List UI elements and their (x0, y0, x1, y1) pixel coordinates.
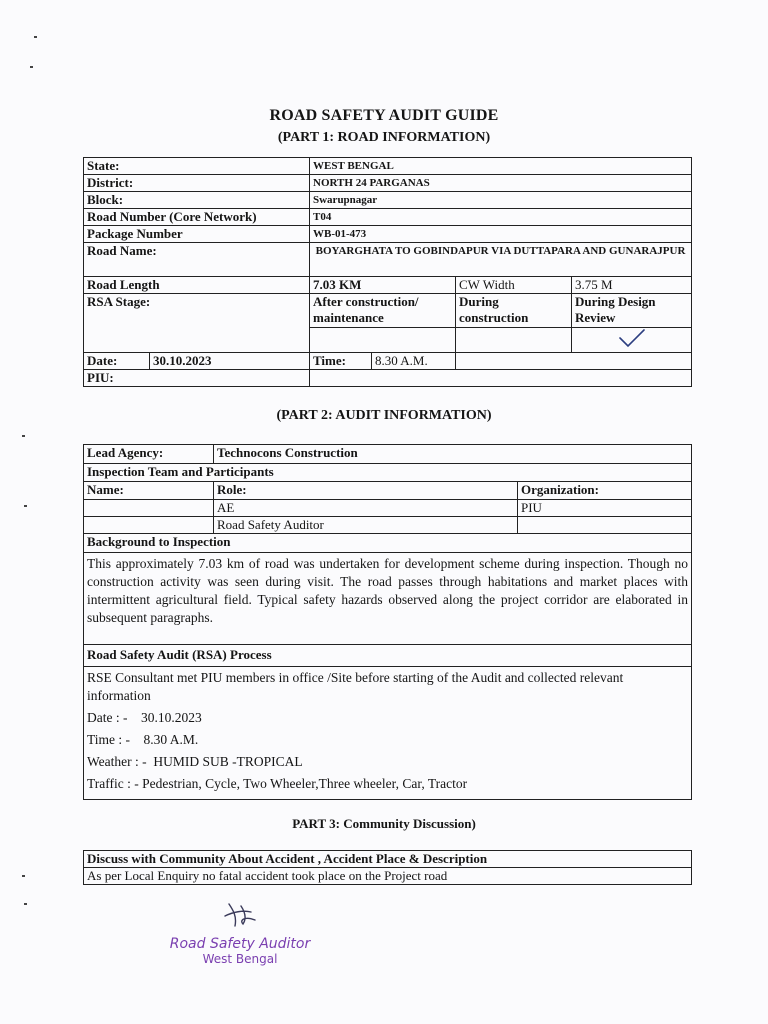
rsa-stage-design-review-check (572, 328, 692, 353)
rsa-stage-after-construction: After construction/ maintenance (310, 294, 456, 328)
rsa-process-text: RSE Consultant met PIU members in office /Site before starting of the Audit and collected relevant information (87, 670, 624, 703)
package-number-label: Package Number (84, 226, 310, 243)
date-label: Date: (84, 353, 150, 370)
rsa-process-date: Date : - 30.10.2023 (87, 710, 202, 725)
time-value: 8.30 A.M. (375, 353, 428, 368)
rsa-process-traffic: Traffic : - Pedestrian, Cycle, Two Wheeler,Three wheeler, Car, Tractor (87, 776, 468, 791)
block-label: Block: (84, 192, 310, 209)
road-length-value: 7.03 KM (310, 277, 456, 294)
scan-mark (24, 903, 27, 905)
participant-role: AE (214, 500, 518, 517)
cw-width-value: 3.75 M (572, 277, 692, 294)
participant-name (84, 500, 214, 517)
stamp-line-1: Road Safety Auditor (169, 936, 311, 952)
scan-mark (22, 435, 25, 437)
rsa-stage-label: RSA Stage: (84, 294, 310, 353)
time-extra-cell (456, 353, 692, 370)
rsa-process-content (84, 667, 692, 800)
background-text: This approximately 7.03 km of road was undertaken for development scheme during inspection. Though no construction activity was seen during visit. The road passes through habitations and market places with intermittent agricultural field. Typical safety hazards observed along the project corridor are elaborated in subsequent paragraphs. (84, 553, 692, 645)
participant-name (84, 517, 214, 534)
signature-icon (215, 900, 265, 930)
part3-title: PART 3: Community Discussion) (292, 816, 476, 831)
audit-information-table (83, 444, 692, 800)
time-cell (310, 353, 456, 370)
document-title: ROAD SAFETY AUDIT GUIDE (269, 107, 499, 124)
road-number-value: T04 (310, 209, 692, 226)
participant-organization (518, 517, 692, 534)
rsa-process-weather: Weather : - HUMID SUB -TROPICAL (87, 754, 303, 769)
package-number-value: WB-01-473 (310, 226, 692, 243)
road-name-value: BOYARGHATA TO GOBINDAPUR VIA DUTTAPARA AND GUNARAJPUR (310, 243, 692, 277)
state-value: WEST BENGAL (310, 158, 692, 175)
scan-mark (22, 875, 25, 877)
organization-column-header: Organization: (518, 482, 692, 500)
time-label: Time: (310, 353, 372, 369)
community-discussion-text: As per Local Enquiry no fatal accident took place on the Project road (84, 868, 692, 885)
scan-mark (34, 36, 37, 38)
table-row (84, 500, 692, 517)
name-column-header: Name: (84, 482, 214, 500)
lead-agency-label: Lead Agency: (84, 445, 214, 464)
role-column-header: Role: (214, 482, 518, 500)
participant-organization: PIU (518, 500, 692, 517)
rsa-process-time: Time : - 8.30 A.M. (87, 732, 199, 747)
auditor-stamp (160, 900, 320, 966)
community-discussion-table (83, 850, 692, 885)
participant-role: Road Safety Auditor (214, 517, 518, 534)
rsa-stage-during-construction-check (456, 328, 572, 353)
community-discussion-header: Discuss with Community About Accident , Accident Place & Description (84, 851, 692, 868)
part2-title: (PART 2: AUDIT INFORMATION) (276, 408, 492, 423)
scan-mark (30, 66, 33, 68)
lead-agency-value: Technocons Construction (214, 445, 692, 464)
road-length-label: Road Length (84, 277, 310, 294)
rsa-stage-design-review: During Design Review (572, 294, 692, 328)
part1-title: (PART 1: ROAD INFORMATION) (277, 130, 491, 145)
road-number-label: Road Number (Core Network) (84, 209, 310, 226)
cw-width-label: CW Width (456, 277, 572, 294)
state-label: State: (84, 158, 310, 175)
stamp-line-2: West Bengal (202, 952, 278, 966)
inspection-team-header: Inspection Team and Participants (84, 464, 692, 482)
rsa-process-header: Road Safety Audit (RSA) Process (84, 645, 692, 667)
road-name-label: Road Name: (84, 243, 310, 277)
table-row (84, 517, 692, 534)
block-value: Swarupnagar (310, 192, 692, 209)
rsa-stage-after-construction-check (310, 328, 456, 353)
checkmark-icon (616, 328, 648, 348)
date-value: 30.10.2023 (150, 353, 310, 370)
road-information-table (83, 157, 692, 387)
district-value: NORTH 24 PARGANAS (310, 175, 692, 192)
scan-mark (24, 505, 27, 507)
district-label: District: (84, 175, 310, 192)
piu-label: PIU: (84, 370, 310, 387)
background-header: Background to Inspection (84, 534, 692, 553)
rsa-stage-during-construction: During construction (456, 294, 572, 328)
piu-value (310, 370, 692, 387)
